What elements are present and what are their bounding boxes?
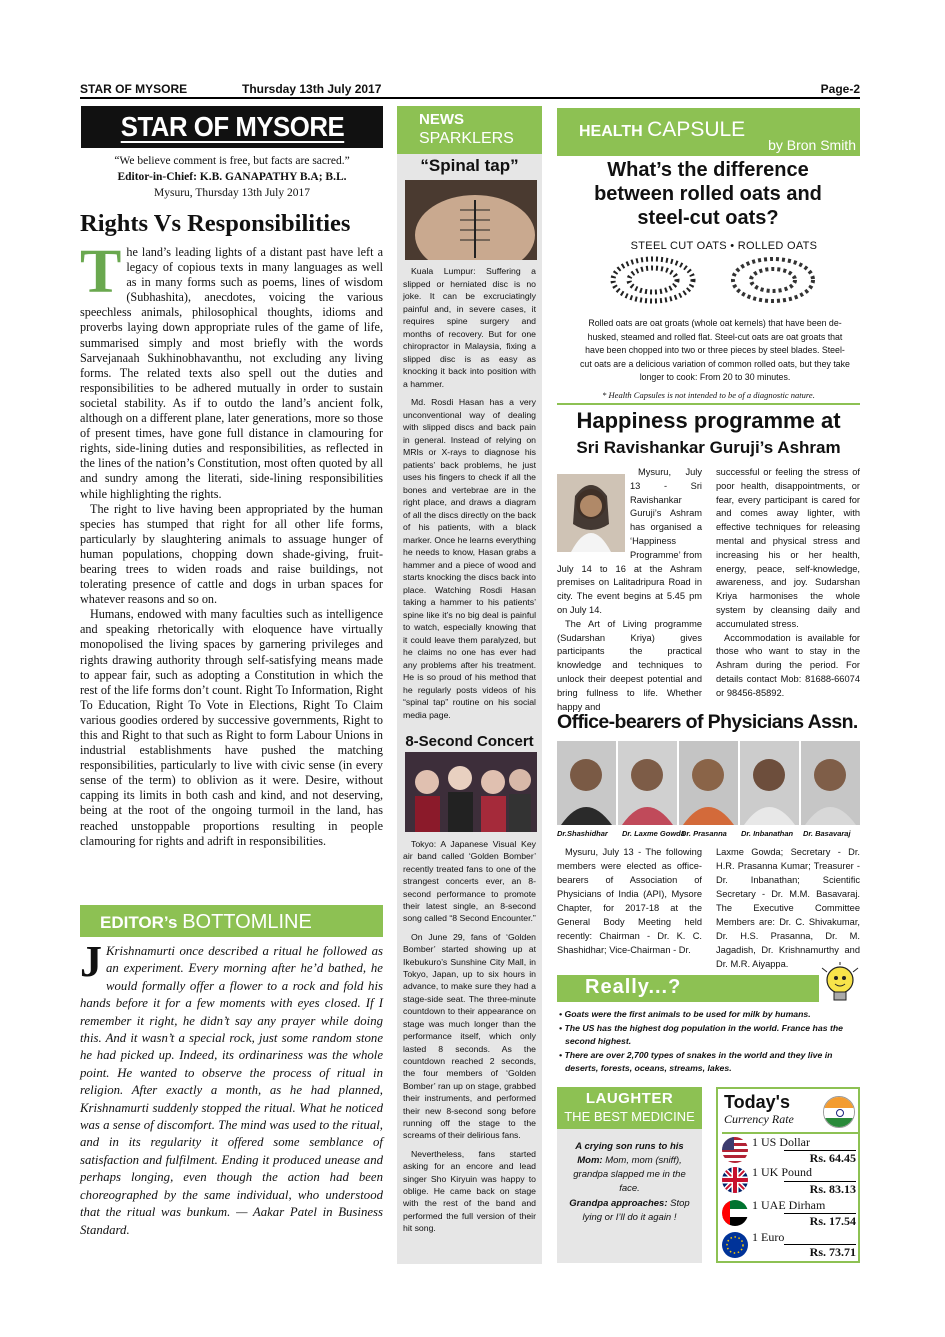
bottomline-body	[80, 937, 384, 1239]
currency-row-gbp	[722, 1164, 858, 1197]
health-bottom-rule	[557, 403, 860, 405]
lightbulb-icon	[818, 962, 860, 1008]
happiness-col2: successful or feeling the stress of poor health, disappointments, or fear, every participant is cared for and comes away lighter, with effective techniques for releasing mental and physical stress and increasing his or her health, energy, peace, self-knowledge, awareness, and joy. Sudarshan Kriya harmonises the whole system by cleansing daily and accumulated stress. Accommodation is available for those who want to stay in the Ashram during the period. For details contact Mob: 81688-66074 or 98456-85892.	[716, 467, 860, 698]
currency-value: Rs. 64.45	[784, 1150, 856, 1166]
currency-row-aed	[722, 1197, 858, 1229]
health-byline: by Bron Smith	[768, 137, 856, 153]
bottomline-credit: — Aakar Patel in Business Standard.	[80, 1205, 384, 1237]
oats-diagram-label: STEEL CUT OATS • ROLLED OATS	[630, 240, 818, 252]
currency-subtitle: Currency Rate	[724, 1112, 794, 1126]
physician-photo-3	[679, 741, 738, 825]
physicians-title: Office-bearers of Physicians Assn.	[557, 711, 858, 733]
currency-value: Rs. 17.54	[784, 1213, 856, 1229]
caption-3: Dr. Prasanna	[681, 829, 727, 838]
oats-illustration	[608, 254, 840, 304]
fact-item: • There are over 2,700 types of snakes in the world and they live in deserts, forests, oceans, streams, lakes.	[559, 1049, 833, 1073]
bottomline-dropcap: J	[80, 937, 102, 986]
masthead-dateline: Mysuru, Thursday 13th July 2017	[154, 187, 310, 199]
currency-unit: 1 US Dollar	[752, 1135, 810, 1149]
joke-line-1: A crying son runs to his Mom: Mom, mom (sniff), grandpa slapped me in the face.	[573, 1141, 686, 1194]
bottomline-header: EDITOR’s BOTTOMLINE	[80, 905, 383, 937]
caption-4: Dr. Inbanathan	[741, 829, 794, 838]
laughter-joke	[562, 1140, 697, 1225]
eu-flag-icon	[722, 1232, 748, 1258]
bottomline-text: Krishnamurti once described a ritual he followed as an experiment. Every morning after he’d bathed, he would formally offer a flower to a rock and fold his hands before it for a few moments with eyes closed. If I remember it right, he didn’t say any prayer while doing this. And it wasn’t a special rock, just some random stone he had picked up. Indeed, its ordinariness was the whole point. He wanted to observe the process of ritual in religion. After exactly a month, as he had planned, Krishnamurti suddenly stopped the ritual. What he noticed was a sense of discomfort. The mind was used to the ritual, and in its regularity it offered some semblance of satisfaction and fulfilment. Ending it produced unease and perhaps longing, even though the action had been choreographed by the same individual, who understood that the ritual was bunkum.	[80, 944, 383, 1220]
caption-1: Dr.Shashidhar	[557, 829, 608, 838]
currency-value: Rs. 73.71	[784, 1244, 856, 1260]
happiness-col1: Mysuru, July 13 - Sri Ravishankar Guruji’s Ashram has organised a ‘Happiness Programme’ from July 14 to 16 at the Ashram premises on Lalitadripura Road in city. The event begins at 5.45 pm on July 14. The Art of Living programme (Sudarshan Kriya) gives participants the practical knowledge and techniques to unlock their deepest potential and bring fullness to life. Whether happy and	[557, 467, 702, 712]
happiness-title-line1: Happiness programme at	[576, 408, 841, 433]
header-date: Thursday 13th July 2017	[242, 82, 382, 96]
happiness-title-line2: Sri Ravishankar Guruji’s Ashram	[576, 438, 841, 457]
health-title: What’s the difference between rolled oats and steel-cut oats?	[594, 159, 822, 229]
currency-title: Today's	[724, 1092, 790, 1112]
editorial-paragraph-2: The right to live having been appropriated by the human species has stumped that right for all other life forms, particularly by slaughtering animals to assuage hunger of human populations, chopping down shade-giving, fruit-bearing trees to widen roads and raise buildings, not tolerating presence of cattle and dogs in urban spaces for whatever reasons and so on.	[80, 501, 383, 607]
currency-row-eur	[722, 1229, 858, 1261]
page-header	[80, 82, 860, 99]
fact-item: • Goats were the first animals to be used for milk by humans.	[559, 1009, 811, 1019]
editorial-paragraph-3: Humans, endowed with many faculties such as intelligence and speaking rhetorically with eloquence have virtually monopolised the living spaces by garnering privileges and rights drawing authority through self-satisfying means made to appear fair, such as adopting a Constitution in which the rest of the life forms don’t count. Right To Information, Right To Education, Right To Vote in Elections, Right To Claim various goodies ordered by successive governments, Right to this and Right to that such as Right to form Labour Unions in industrial establishments have pushed the matching responsibilities, particularly to live with civic sense (in every sense of the term) to oblivion as it were. Desire, without capping its limits in both cash and kind, and not deserving, being at the root of the ongoing turmoil in the land, has reached unstoppable proportions resulting in people clamouring for rights and adrift in responsibilities.	[80, 607, 383, 848]
masthead-logo: STAR OF MYSORE	[81, 106, 383, 148]
physicians-photos	[557, 741, 860, 825]
currency-unit: 1 Euro	[752, 1230, 785, 1244]
guruji-photo	[557, 474, 625, 552]
physicians-col1: Mysuru, July 13 - The following members were elected as office-bearers of Association of Physicians of India (API), Mysore Chapter, for 2017-18 at the General Body Meeting held recently: Chairman - Dr. K. C. Shashidhar; Vice-Chairman - Dr.	[557, 847, 702, 955]
india-flag-icon	[823, 1096, 855, 1128]
health-capsule-header: HEALTH CAPSULE by Bron Smith	[557, 108, 860, 156]
spinal-tap-body: Kuala Lumpur: Suffering a slipped or herniated disc is no joke. It can be excruciatingly painful and, in severe cases, it requires spine surgery and months of recovery. But for one chiropractor in Malaysia, fixing a slipped disc is as easy as knocking it back into position with a hammer. Md. Rosdi Hasan has a very unconventional way of dealing with slipped discs and back pain in general. Instead of relying on MRIs or X-rays to diagnose his patients’ back problems, he just uses his fingers to check if all the bones and vertebrae are in the right place, and draws a diagram of all the discs directly on the back of his patients, with a black marker. Once he learns everything he needs to know, Hasan grabs a hammer and a piece of wood and starts knocking the discs back into place. Watching Rosdi Hasan taking a hammer to his patients’ spine like it’s no big deal is painful to watch, especially knowing that it could leave them paralyzed, but he claims no one has ever had any problems after his treatment. He is so proud of his method that he regularly posts videos of his “spinal tap” routine on his social media page.	[403, 266, 536, 720]
really-header: Really...?	[557, 975, 819, 1002]
fact-item: • The US has the highest dog population in the world. France has the second highest.	[559, 1022, 843, 1046]
uae-flag-icon	[722, 1200, 748, 1226]
news-sparklers-header: NEWS SPARKLERS	[397, 106, 542, 154]
physician-photo-2	[618, 741, 677, 825]
concert-title: 8-Second Concert	[405, 733, 534, 750]
editorial-dropcap: T	[80, 238, 122, 306]
uk-flag-icon	[722, 1167, 748, 1193]
editorial-paragraph-1: he land’s leading lights of a distant past have left a legacy of copious texts in many languages as well as in many forms such as poems, lines of wisdom (Subhashita), anecdotes, voicing the various speechless animals, philosophical thoughts, idioms and proverbs laying down appropriate rules of the game of life, summarised simply and most briefly with the words Sarvejanaah Sukhinobhavanthu, not excluding any living forms. The related texts also spell out the duties and responsibilities to be adhered mutually in order to sustain societal stability. As if to outdo the land’s ancient folk, although on a different plane, later generations, more so those of present times, have gone full distance in clamouring for rights, side-lining duties and responsibilities, as reflected in the lines of the nation’s Constitution, most often quoted by all and sundry among the literati, side-lining responsibilities while highlighting the rights.	[80, 245, 383, 501]
oats-diagram	[608, 240, 840, 304]
masthead-motto: “We believe comment is free, but facts are sacred.”	[114, 155, 350, 167]
health-note: * Health Capsules is not intended to be of a diagnostic nature.	[602, 390, 815, 400]
really-facts	[557, 1008, 860, 1076]
header-page-number: Page-2	[820, 82, 860, 96]
editorial-body	[80, 238, 383, 849]
masthead-editor: Editor-in-Chief: K.B. GANAPATHY B.A; B.L.	[117, 171, 347, 183]
us-flag-icon	[722, 1137, 748, 1163]
caption-2: Dr. Laxme Gowda	[622, 829, 685, 838]
physician-photo-1	[557, 741, 616, 825]
spinal-tap-photo	[405, 180, 537, 260]
currency-unit: 1 UK Pound	[752, 1165, 813, 1179]
band-illustration	[405, 752, 537, 832]
back-illustration	[405, 180, 537, 260]
editorial-title: Rights Vs Responsibilities	[80, 210, 351, 237]
concert-photo	[405, 752, 537, 832]
physicians-col2: Laxme Gowda; Secretary - Dr. H.R. Prasanna Kumar; Treasurer - Dr. Inbanathan; Scientific Secretary - Dr. M.M. Basavaraj. The Executive Committee Members are: Dr. C. Shivakumar, Dr. H.S. Prasanna, Dr. M. Jagadish, Dr. Krishnamurthy and Dr. M.R. Aiyappa.	[716, 847, 860, 969]
header-paper-name: STAR OF MYSORE	[80, 82, 188, 96]
physician-photo-5	[801, 741, 860, 825]
currency-unit: 1 UAE Dirham	[752, 1198, 826, 1212]
physician-photo-4	[740, 741, 799, 825]
concert-body: Tokyo: A Japanese Visual Key air band called ‘Golden Bomber’ recently treated fans to one of the strangest concerts ever, an 8-second performance to promote their latest single, an 8-second song called “8 Second Encounter.” On June 29, fans of ‘Golden Bomber’ started showing up at Ikebukuro’s Sunshine City Mall, in Tokyo, Japan, up to six hours in advance, to make sure they had a stage-side seat. The three-minute countdown to their appearance on stage was much longer than the performance itself, which only lasted 8 seconds. As the countdown reached 2 seconds, the four members of ‘Golden Bomber’ ran up on stage, grabbed their instruments, and performed their new 8-second song before running off the stage to the screams of their delirious fans. Nevertheless, fans started asking for an encore and lead singer Sho Kiryuin was happy to oblige. He came back on stage with the rest of the band and performed the full version of their hit song.	[403, 839, 536, 1234]
laughter-header: LAUGHTER THE BEST MEDICINE	[557, 1087, 702, 1129]
spinal-tap-title: “Spinal tap”	[420, 156, 519, 175]
currency-rates	[722, 1132, 858, 1261]
masthead-info	[81, 153, 383, 201]
caption-5: Dr. Basavaraj	[803, 829, 851, 838]
health-body: Rolled oats are oat groats (whole oat kernels) that have been de-husked, steamed and rolled flat. Steel-cut oats are oat groats that have been chopped into two or three pieces by steel blades. Steel-cut oats are a delicious variation of common rolled oats, but they take longer to cook: From 20 to 30 minutes.	[580, 318, 850, 382]
physicians-captions	[557, 829, 860, 841]
currency-row-usd	[722, 1132, 858, 1164]
joke-line-2: Grandpa approaches: Stop lying or I’ll do it again !	[569, 1198, 690, 1223]
currency-value: Rs. 83.13	[784, 1181, 856, 1197]
